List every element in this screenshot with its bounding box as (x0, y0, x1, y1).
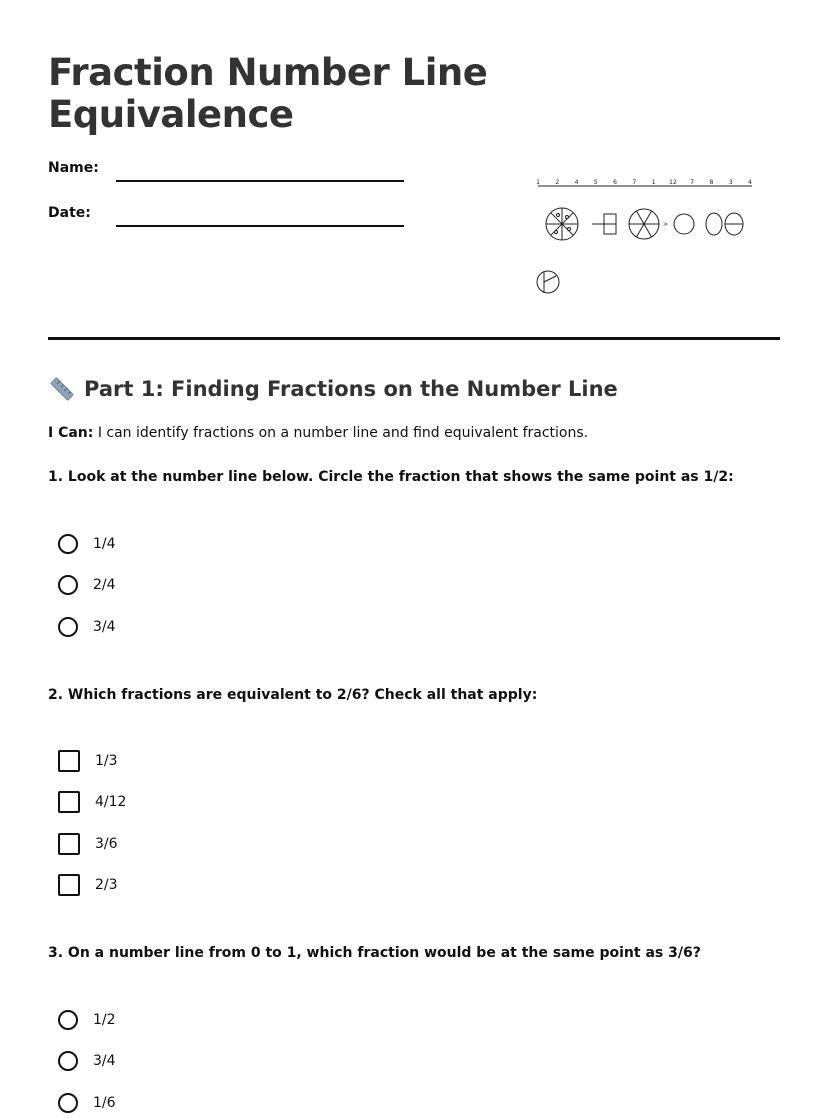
circle-partial-icon (537, 271, 559, 293)
option-label: 1/2 (93, 1012, 116, 1028)
checkbox[interactable] (58, 791, 80, 813)
number-line-ticks (536, 179, 752, 186)
radio-button[interactable] (58, 617, 78, 637)
option-label: 1/6 (93, 1095, 116, 1111)
tick-label: 4 (748, 179, 752, 186)
option-label: 4/12 (95, 794, 127, 810)
bar-model-icon (592, 214, 616, 234)
radio-button[interactable] (58, 575, 78, 595)
q2-option-3[interactable] (58, 832, 118, 856)
ruler-icon (48, 375, 76, 403)
q3-option-1[interactable] (58, 1008, 116, 1032)
name-field[interactable] (116, 180, 404, 182)
option-label: 3/4 (93, 1053, 116, 1069)
i-can-label: I Can: (48, 425, 94, 441)
q2-option-2[interactable] (58, 790, 126, 814)
tick-label: 1 (651, 179, 656, 186)
radio-button[interactable] (58, 1051, 78, 1071)
tick-label: 4 (574, 179, 579, 186)
q2-option-1[interactable] (58, 749, 118, 773)
fraction-models-illustration (532, 172, 762, 302)
tick-label: 6 (613, 179, 618, 186)
i-can-text: I can identify fractions on a number line and find equivalent fractions. (93, 425, 589, 441)
tick-label: 2 (555, 179, 560, 186)
section-divider (48, 337, 780, 340)
radio-button[interactable] (58, 1010, 78, 1030)
q3-option-2[interactable] (58, 1049, 116, 1073)
oval-icon (706, 213, 722, 235)
part-1-heading-text: Part 1: Finding Fractions on the Number Line (84, 377, 618, 401)
svg-text:>: > (663, 221, 669, 228)
date-label: Date: (48, 205, 91, 221)
i-can-statement (48, 425, 588, 441)
checkbox[interactable] (58, 833, 80, 855)
circle-halves-icon (725, 213, 743, 235)
checkbox[interactable] (58, 874, 80, 896)
circle-whole-icon (674, 214, 694, 234)
tick-label: 5 (593, 179, 598, 186)
option-label: 1/3 (95, 753, 118, 769)
q2-option-4[interactable] (58, 873, 118, 897)
q3-option-3[interactable] (58, 1091, 116, 1115)
part-1-heading (48, 375, 618, 403)
question-3-text: 3. On a number line from 0 to 1, which fraction would be at the same point as 3/6? (48, 945, 701, 961)
radio-button[interactable] (58, 1093, 78, 1113)
option-label: 3/6 (95, 836, 118, 852)
page-title: Fraction Number Line Equivalence (48, 51, 488, 136)
question-2-text: 2. Which fractions are equivalent to 2/6? Check all that apply: (48, 687, 538, 703)
circle-sixths-icon (629, 209, 659, 239)
q1-option-3[interactable] (58, 615, 116, 639)
q1-option-2[interactable] (58, 573, 116, 597)
tick-label: 12 (669, 179, 677, 186)
tick-label: 3 (728, 179, 733, 186)
option-label: 3/4 (93, 619, 116, 635)
question-1-text: 1. Look at the number line below. Circle the fraction that shows the same point as 1/2: (48, 469, 734, 485)
date-field[interactable] (116, 225, 404, 227)
tick-label: 7 (632, 179, 637, 186)
option-label: 2/3 (95, 877, 118, 893)
radio-button[interactable] (58, 534, 78, 554)
q1-option-1[interactable] (58, 532, 116, 556)
checkbox[interactable] (58, 750, 80, 772)
option-label: 2/4 (93, 577, 116, 593)
tick-label: 1 (536, 179, 540, 186)
name-label: Name: (48, 160, 99, 176)
tick-label: 7 (690, 179, 695, 186)
tick-label: 8 (709, 179, 714, 186)
circle-eighths-icon (546, 208, 578, 240)
option-label: 1/4 (93, 536, 116, 552)
